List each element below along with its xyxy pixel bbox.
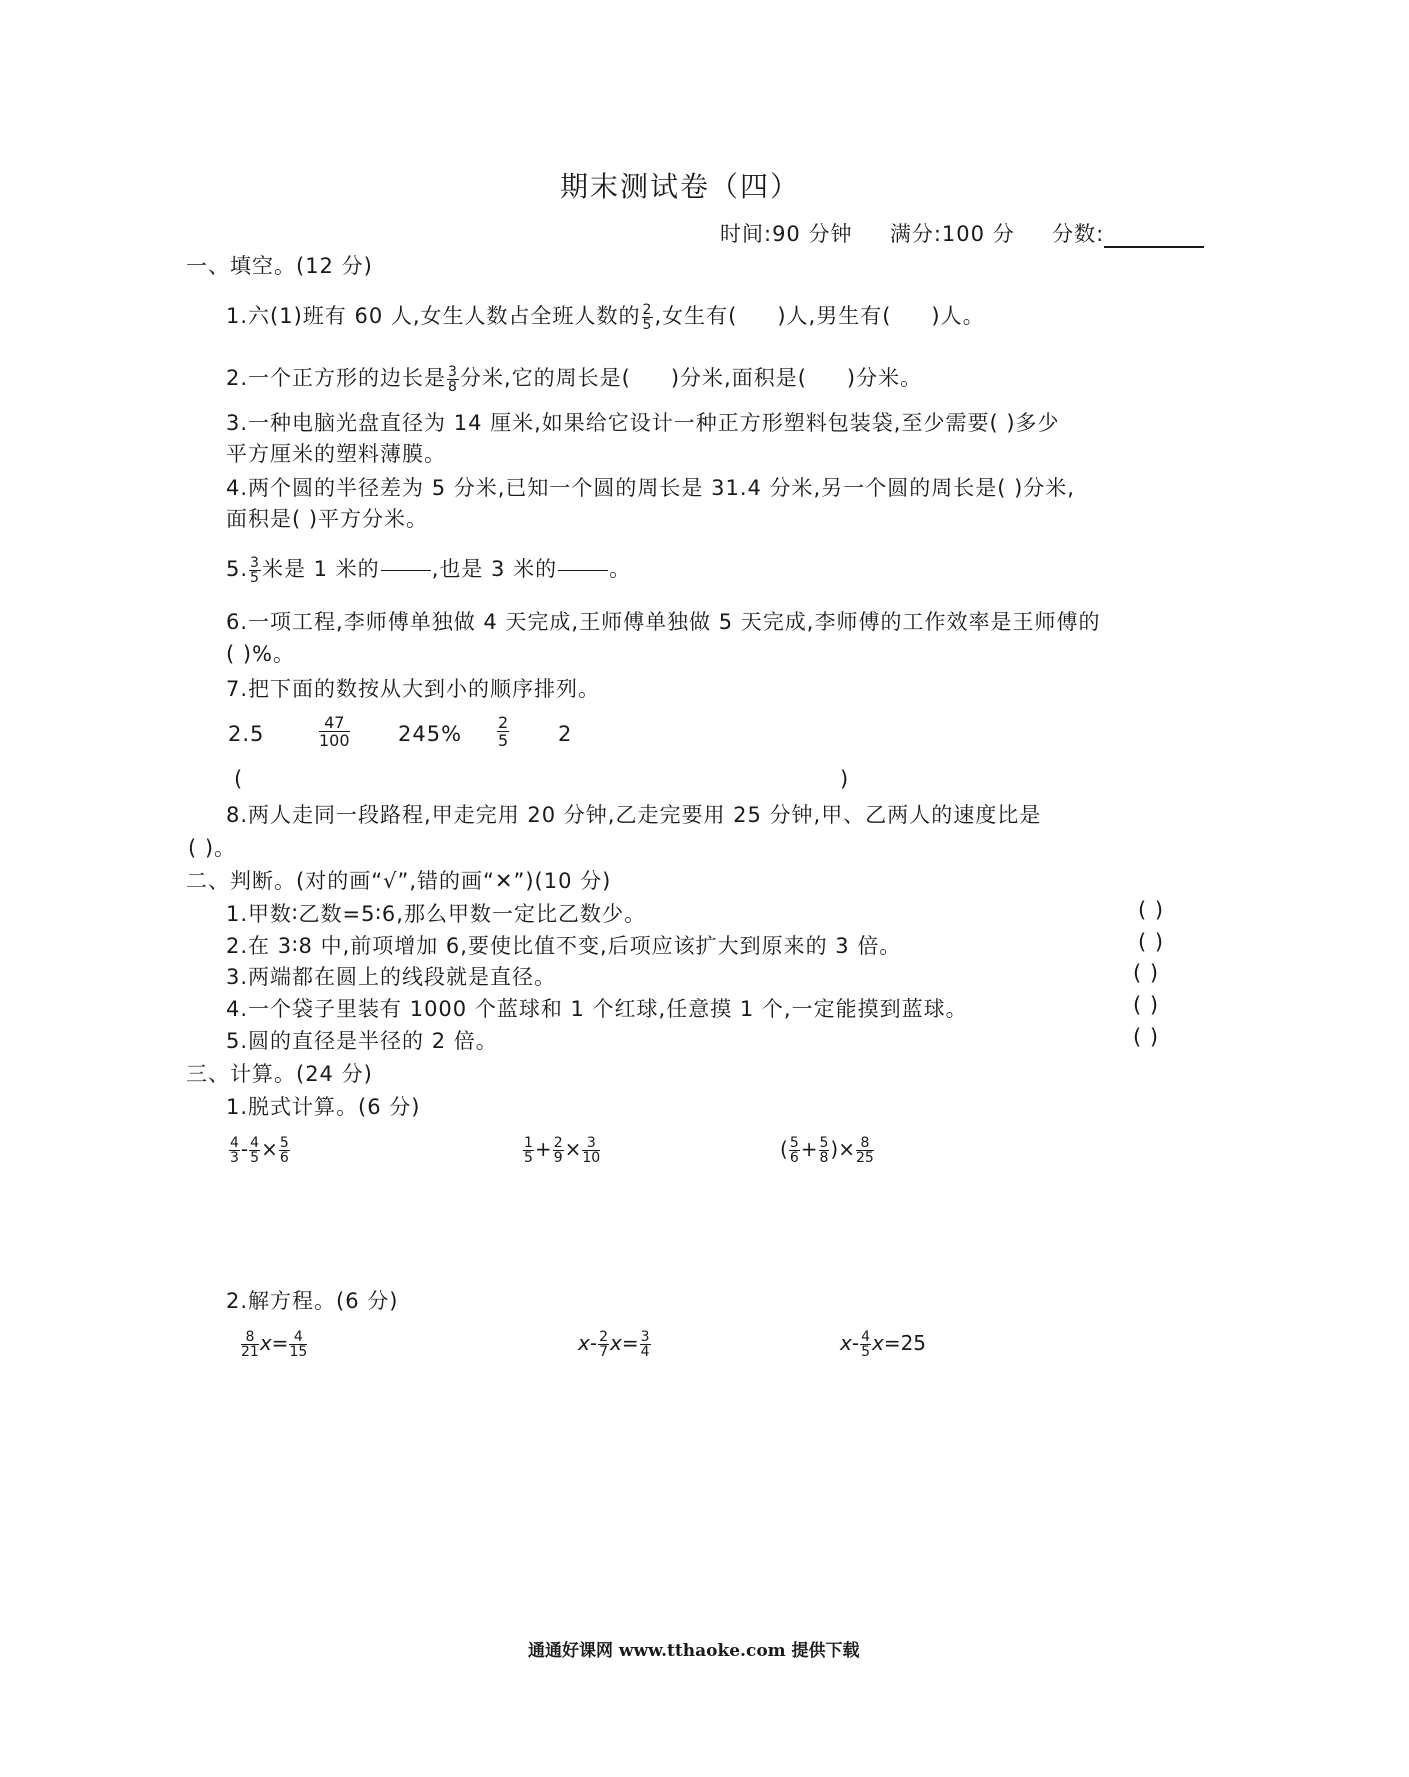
- expression-1: $\frac{4}{3}$ - $\frac{4}{5}$ × $\frac{5}{6}$: [230, 1135, 289, 1166]
- section-3-heading: 三、计算。(24 分): [186, 1062, 373, 1086]
- footer-download-note: 通通好课网 www.tthaoke.com 提供下载: [528, 1641, 860, 1661]
- s2-paren-3[interactable]: ( ): [1133, 961, 1160, 985]
- fraction: $\frac{3}{8}$: [448, 363, 458, 395]
- s3-sub-2: 2.解方程。(6 分): [226, 1289, 399, 1313]
- exam-time: 时间:90 分钟: [720, 222, 853, 246]
- s2-paren-4[interactable]: ( ): [1133, 993, 1160, 1017]
- s1-q1: 1.六(1)班有 60 人,女生人数占全班人数的 $\frac{2}{5}$ ,女生有( )人,男生有( )人。: [226, 301, 985, 333]
- s3-sub-1: 1.脱式计算。(6 分): [226, 1095, 421, 1119]
- s1-q4-line2: 面积是( )平方分米。: [226, 507, 429, 531]
- s1-q8-line2: ( )。: [188, 836, 237, 860]
- s2-item-2: 2.在 3∶8 中,前项增加 6,要使比值不变,后项应该扩大到原来的 3 倍。: [226, 934, 902, 958]
- s2-paren-5[interactable]: ( ): [1133, 1025, 1160, 1049]
- s1-q7-answer-open: (: [234, 767, 244, 791]
- s2-item-4: 4.一个袋子里装有 1000 个蓝球和 1 个红球,任意摸 1 个,一定能摸到蓝球。: [226, 997, 968, 1021]
- score-blank[interactable]: [1104, 226, 1204, 248]
- s1-q7-number-3: 245%: [398, 722, 463, 746]
- s1-q6-line1: 6.一项工程,李师傅单独做 4 天完成,王师傅单独做 5 天完成,李师傅的工作效率是王师傅的: [226, 610, 1101, 634]
- expression-2: $\frac{1}{5}$ + $\frac{2}{9}$ × $\frac{3}{10}$: [524, 1135, 601, 1166]
- blank-fraction[interactable]: [381, 556, 431, 585]
- page-title: 期末测试卷（四）: [560, 170, 801, 203]
- s2-paren-1[interactable]: ( ): [1138, 898, 1165, 922]
- s1-q3-line2: 平方厘米的塑料薄膜。: [226, 442, 446, 466]
- s1-q7-answer-close: ): [840, 767, 850, 791]
- s2-item-3: 3.两端都在圆上的线段就是直径。: [226, 965, 557, 989]
- s1-q7-number-4: $\frac{2}{5}$: [498, 713, 509, 750]
- section-2-heading: 二、判断。(对的画“√”,错的画“✕”)(10 分): [186, 869, 612, 893]
- s1-q7-number-2: $\frac{47}{100}$: [319, 713, 350, 750]
- equation-1: $\frac{8}{21}$ x= $\frac{4}{15}$: [241, 1329, 308, 1360]
- s1-q7-number-5: 2: [558, 722, 573, 746]
- s1-q7-number-1: 2.5: [228, 722, 265, 746]
- s1-q2: 2.一个正方形的边长是 $\frac{3}{8}$ 分米,它的周长是( )分米,面积是( )分米。: [226, 363, 923, 395]
- s1-q5: 5. $\frac{3}{5}$ 米是 1 米的 ,也是 3 米的 。: [226, 554, 632, 586]
- s1-q4-line1: 4.两个圆的半径差为 5 分米,已知一个圆的周长是 31.4 分米,另一个圆的周长是( )分米,: [226, 476, 1075, 500]
- equation-2: x- $\frac{2}{7}$ x= $\frac{3}{4}$: [578, 1329, 650, 1360]
- s2-item-1: 1.甲数∶乙数=5∶6,那么甲数一定比乙数少。: [226, 902, 646, 926]
- fraction: $\frac{2}{5}$: [642, 301, 653, 333]
- s2-item-5: 5.圆的直径是半径的 2 倍。: [226, 1029, 498, 1053]
- s1-q7: 7.把下面的数按从大到小的顺序排列。: [226, 677, 601, 701]
- exam-full-score: 满分:100 分: [889, 222, 1015, 246]
- s1-q6-line2: ( )%。: [226, 642, 296, 666]
- fraction: $\frac{3}{5}$: [250, 554, 260, 586]
- s1-q8-line1: 8.两人走同一段路程,甲走完用 20 分钟,乙走完要用 25 分钟,甲、乙两人的速度比是: [226, 803, 1042, 827]
- exam-score-label: 分数:: [1052, 222, 1105, 246]
- s2-paren-2[interactable]: ( ): [1138, 930, 1165, 954]
- expression-3: ( $\frac{5}{6}$ + $\frac{5}{8}$ )× $\frac{8}{25}$: [780, 1135, 874, 1166]
- blank-fraction[interactable]: [558, 556, 608, 585]
- section-1-heading: 一、填空。(12 分): [186, 254, 373, 278]
- equation-3: x- $\frac{4}{5}$ x=25: [840, 1329, 927, 1360]
- exam-info: [720, 218, 1204, 248]
- s1-q3-line1: 3.一种电脑光盘直径为 14 厘米,如果给它设计一种正方形塑料包装袋,至少需要( )多少: [226, 411, 1060, 435]
